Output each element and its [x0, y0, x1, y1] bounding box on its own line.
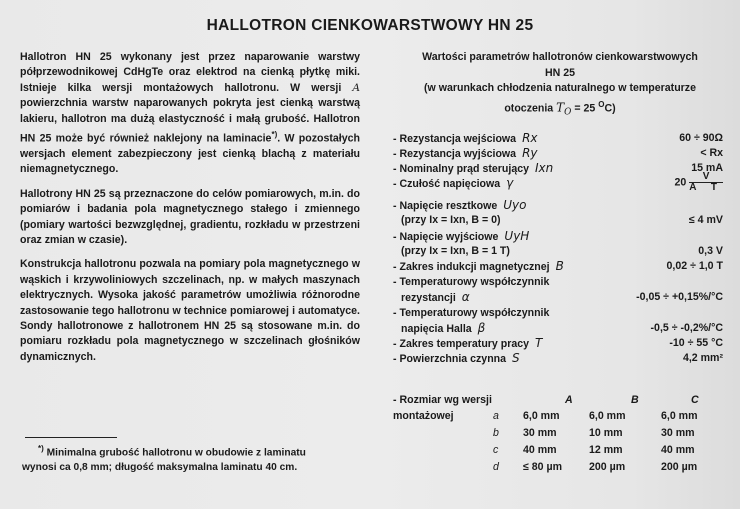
- size-value: ≤ 80 µm: [523, 461, 563, 473]
- parameter-symbol: T: [535, 336, 543, 350]
- parameter-row: [393, 161, 723, 176]
- parameters-heading: [395, 50, 725, 121]
- paragraph-applications: Konstrukcja hallotronu pozwala na pomiary pola magnetycznego w wąskich i krzywoliniowych szczelinach, np. w małych maszynach elektrycznych. Wysoka jakość parametrów umożliwia różnorodne zastosowanie tego hallotronu w technice pomiarowej i automatyce. Sondy hallotronowe z hallotronem HN 25 są stosowane m.in. do pomiaru rozkładu pola magnetycznego w szczelinach głośników dynamicznych.: [20, 258, 360, 363]
- size-value: 6,0 mm: [661, 410, 698, 422]
- temperature-symbol: T: [556, 100, 565, 115]
- parameter-row: [393, 198, 723, 213]
- parameter-label: - Zakres indukcji magnetycznej B: [393, 259, 564, 273]
- header-version-c: C: [691, 394, 699, 406]
- parameter-symbol: S: [512, 351, 520, 365]
- fraction-denominator: A T: [689, 182, 723, 193]
- footnote: [22, 441, 367, 475]
- size-value: 200 µm: [589, 461, 626, 473]
- footnote-divider: [25, 437, 117, 438]
- dimension-symbol: b: [493, 427, 499, 439]
- size-value: 30 mm: [661, 427, 695, 439]
- size-value: 6,0 mm: [523, 410, 560, 422]
- heading-line-3: (w warunkach chłodzenia naturalnego w temperaturze: [424, 82, 696, 94]
- parameter-row: [393, 229, 723, 244]
- parameter-label: - Rezystancja wyjściowa Ry: [393, 146, 538, 160]
- size-row: [393, 409, 723, 424]
- header-version-b: B: [631, 394, 639, 406]
- parameter-label: - Temperaturowy współczynnik: [393, 307, 550, 319]
- description-column: [20, 50, 360, 374]
- p1-text-b: powierzchnia warstw naparowanych pokryta jest cienką warstwą lakieru, hallotron ma dużą elastyczność i małą grubość. Hallotron HN 25 może być również naklejony na laminacie: [20, 97, 360, 145]
- parameter-symbol: Ry: [522, 146, 538, 160]
- footnote-mark: *): [38, 444, 44, 453]
- parameter-value: 0,02 ÷ 1,0 T: [666, 260, 723, 272]
- parameter-row: [393, 131, 723, 146]
- header-version-a: A: [565, 394, 573, 406]
- parameter-row: [393, 146, 723, 161]
- parameter-row: [393, 306, 723, 321]
- version-a-symbol: A: [352, 81, 360, 94]
- parameter-row: [393, 321, 723, 336]
- parameter-value: [675, 172, 723, 193]
- heading-line-4: [395, 97, 725, 121]
- sizes-label-1: - Rozmiar wg wersji: [393, 394, 492, 406]
- parameter-label: - Czułość napięciowa γ: [393, 176, 514, 190]
- dimension-symbol: d: [493, 461, 499, 473]
- size-value: 10 mm: [589, 427, 623, 439]
- parameter-value: -0,05 ÷ +0,15%/°C: [636, 291, 723, 303]
- parameter-symbol: B: [555, 259, 564, 273]
- parameter-label: (przy Ix = Ixn, B = 0): [401, 214, 501, 226]
- parameter-label: - Powierzchnia czynna S: [393, 351, 520, 365]
- sizes-header-row: [393, 393, 723, 408]
- size-value: 30 mm: [523, 427, 557, 439]
- parameter-label: - Zakres temperatury pracy T: [393, 336, 543, 350]
- parameter-symbol: Rx: [522, 131, 538, 145]
- fraction-numerator: V: [689, 172, 723, 183]
- parameter-label: rezystancji α: [401, 290, 470, 304]
- value-fraction: [689, 172, 723, 193]
- parameter-label: napięcia Halla β: [401, 321, 486, 335]
- parameter-row: [393, 351, 723, 366]
- parameter-value: 4,2 mm²: [682, 352, 723, 364]
- footnote-line-2: wynosi ca 0,8 mm; długość maksymalna laminatu 40 cm.: [22, 462, 298, 474]
- parameter-label: - Napięcie wyjściowe UyH: [393, 229, 530, 243]
- parameter-symbol: β: [477, 321, 486, 335]
- parameter-value: 15 mA: [691, 162, 723, 174]
- size-value: 40 mm: [661, 444, 695, 456]
- size-row: [393, 426, 723, 441]
- sizes-label-2: montażowej: [393, 410, 454, 422]
- document-title: HALLOTRON CIENKOWARSTWOWY HN 25: [206, 17, 534, 34]
- parameter-symbol: γ: [506, 176, 514, 190]
- parameter-symbol: Uyo: [503, 198, 527, 212]
- parameter-symbol: UyH: [504, 229, 530, 243]
- heading-line-1: Wartości parametrów hallotronów cienkowarstwowych: [422, 51, 698, 63]
- footnote-line-1: Minimalna grubość hallotronu w obudowie z laminatu: [46, 447, 306, 459]
- parameter-value: -10 ÷ 55 °C: [669, 337, 723, 349]
- footnote-mark: *): [271, 130, 278, 140]
- heading-line-2: HN 25: [544, 66, 576, 79]
- size-row: [393, 443, 723, 458]
- dimension-symbol: a: [493, 410, 499, 422]
- parameter-row: [393, 336, 723, 351]
- parameter-label: (przy Ix = Ixn, B = 1 T): [401, 245, 510, 257]
- paragraph-construction: [20, 50, 360, 178]
- size-value: 6,0 mm: [589, 410, 626, 422]
- parameter-row: [393, 259, 723, 274]
- parameter-value: 0,3 V: [698, 245, 723, 257]
- size-value: 12 mm: [589, 444, 623, 456]
- parameter-label: - Napięcie resztkowe Uyo: [393, 198, 527, 212]
- degree-mark: O: [598, 99, 605, 109]
- size-row: [393, 460, 723, 475]
- size-value: 200 µm: [661, 461, 698, 473]
- temperature-value: = 25: [574, 102, 596, 115]
- parameter-row: [393, 290, 723, 305]
- value-number: 20: [674, 176, 690, 189]
- size-value: 40 mm: [523, 444, 557, 456]
- parameter-value: -0,5 ÷ -0,2%/°C: [650, 322, 723, 334]
- dimension-symbol: c: [493, 444, 499, 456]
- heading-line-4-text: otoczenia: [504, 102, 554, 115]
- parameter-row: [393, 275, 723, 290]
- parameter-value: 60 ÷ 90Ω: [679, 132, 723, 144]
- p1-text-a: Hallotron HN 25 wykonany jest przez naparowanie warstwy półprzewodnikowej CdHgTe oraz elektrod na cienką płytkę miki. Istnieje kilka wersji montażowych hallotronu. W wersji: [20, 51, 360, 94]
- p1-text-c: . W pozostałych wersjach element zabezpieczony jest cienką blachą z materiału niemagnetycznego.: [20, 132, 360, 176]
- parameter-row: [393, 244, 723, 259]
- parameter-label: - Rezystancja wejściowa Rx: [393, 131, 538, 145]
- parameter-symbol: α: [461, 290, 470, 304]
- paragraph-purpose: Hallotrony HN 25 są przeznaczone do celów pomiarowych, m.in. do pomiarów i badania pola magnetycznego stałego i zmiennego (pomiary wartości bezwzględnej, gradientu, rozkładu w przestrzeni oraz zmian w czasie).: [20, 187, 360, 246]
- heading-line-4-end: C): [604, 102, 616, 115]
- parameter-row: [393, 213, 723, 228]
- parameter-row: [393, 171, 723, 193]
- parameter-value: ≤ 4 mV: [688, 214, 723, 226]
- parameter-value: < Rx: [700, 147, 723, 159]
- parameter-label: - Temperaturowy współczynnik: [393, 276, 550, 288]
- temperature-subscript: O: [564, 107, 572, 118]
- parameter-label: - Nominalny prąd sterujący Ixn: [393, 161, 554, 175]
- parameter-symbol: Ixn: [535, 161, 554, 175]
